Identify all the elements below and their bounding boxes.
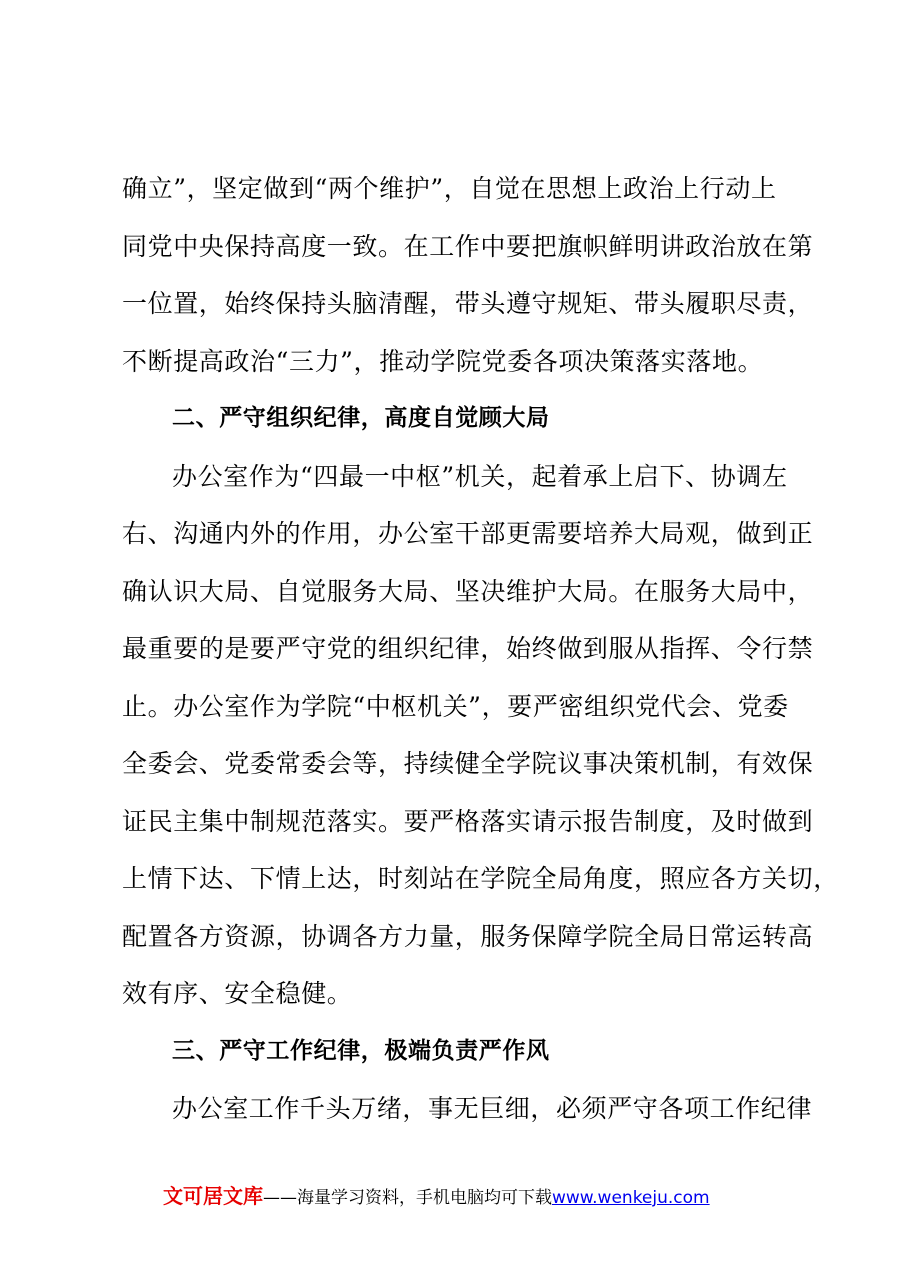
- footer-url-link[interactable]: www.wenkeju.com: [552, 1188, 710, 1208]
- paragraph-line: 不断提高政治“三力”，推动学院党委各项决策落实落地。: [122, 346, 764, 376]
- paragraph-line: 办公室工作千头万绪，事无巨细，必须严守各项工作纪律: [172, 1094, 813, 1123]
- paragraph-line: 一位置，始终保持头脑清醒，带头遵守规矩、带头履职尽责，: [122, 289, 814, 318]
- section-heading-2: 二、严守组织纪律，高度自觉顾大局: [172, 405, 550, 431]
- document-body: [122, 160, 839, 1138]
- paragraph-line: 全委会、党委常委会等，持续健全学院议事决策机制，有效保: [122, 749, 814, 778]
- paragraph-line: 效有序、安全稳健。: [122, 979, 353, 1008]
- paragraph-line: 上情下达、下情上达，时刻站在学院全局角度，照应各方关切，: [122, 864, 839, 893]
- footer-brand: 文可居文库: [163, 1184, 263, 1208]
- paragraph-line: 证民主集中制规范落实。要严格落实请示报告制度，及时做到: [122, 806, 814, 836]
- paragraph-line: 右、沟通内外的作用，办公室干部更需要培养大局观，做到正: [122, 519, 814, 548]
- paragraph-line: 确立”，坚定做到“两个维护”，自觉在思想上政治上行动上: [122, 174, 777, 203]
- paragraph-line: 确认识大局、自觉服务大局、坚决维护大局。在服务大局中，: [122, 576, 814, 606]
- footer-tagline: ——海量学习资料，手机电脑均可下载: [263, 1188, 552, 1208]
- footer-banner: [163, 1182, 710, 1212]
- paragraph-line: 办公室作为“四最一中枢”机关，起着承上启下、协调左: [172, 461, 788, 491]
- paragraph-line: 止。办公室作为学院“中枢机关”，要严密组织党代会、党委: [122, 691, 789, 721]
- paragraph-line: 配置各方资源，协调各方力量，服务保障学院全局日常运转高: [122, 921, 814, 951]
- section-heading-3: 三、严守工作纪律，极端负责严作风: [172, 1037, 550, 1064]
- paragraph-line: 最重要的是要严守党的组织纪律，始终做到服从指挥、令行禁: [122, 634, 814, 663]
- paragraph-line: 同党中央保持高度一致。在工作中要把旗帜鲜明讲政治放在第: [122, 231, 814, 261]
